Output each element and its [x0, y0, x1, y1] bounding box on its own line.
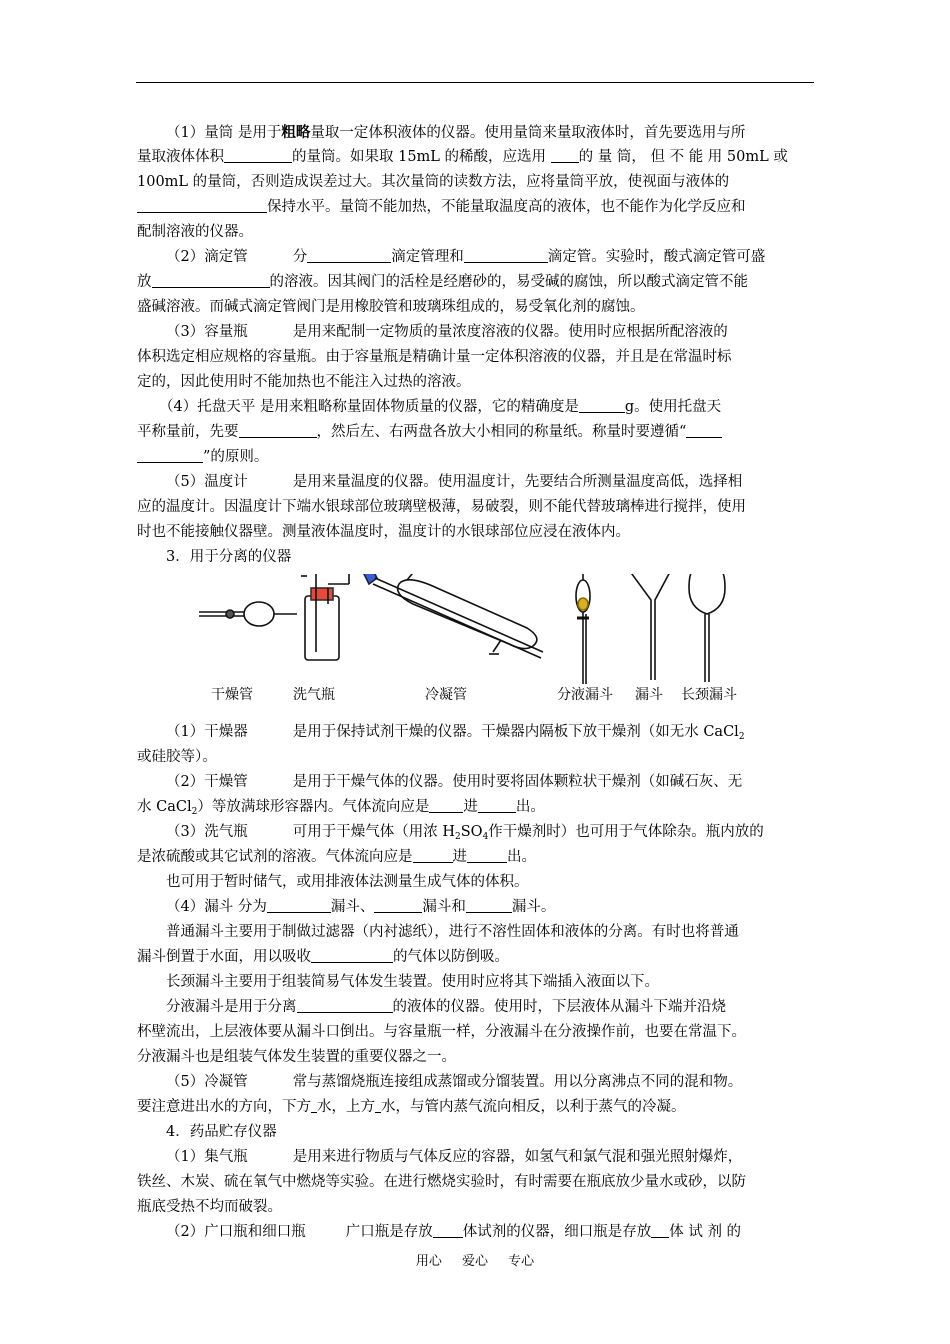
text: 进 [463, 799, 478, 815]
paragraph-line [137, 395, 814, 420]
text: 出。 [507, 849, 536, 865]
subscript: 2 [191, 807, 198, 817]
answer-blank[interactable] [433, 1222, 463, 1238]
text: 是浓硫酸或其它试剂的溶液。气体流向应是 [137, 849, 413, 865]
text: 的气体以防倒吸。 [393, 949, 509, 965]
text: 是用于保持试剂干燥的仪器。干燥器内隔板下放干燥剂（如无水 CaCl [292, 724, 739, 740]
answer-blank[interactable] [464, 247, 548, 263]
paragraph-line [137, 1045, 814, 1070]
text: 时也不能接触仪器壁。测量液体温度时，温度计的水银球部位应浸在液体内。 [137, 524, 630, 540]
answer-blank[interactable] [137, 197, 267, 213]
text: （4）托盘天平 是用来粗略称量固体物质量的仪器，它的精确度是 [159, 399, 579, 415]
text: 是用于干燥气体的仪器。使用时要将固体颗粒状干燥剂（如碱石灰、无 [292, 774, 743, 790]
paragraph-line [137, 945, 814, 970]
text: 保持水平。量筒不能加热，不能量取温度高的液体，也不能作为化学反应和 [267, 199, 746, 215]
text: 杯壁流出，上层液体要从漏斗口倒出。与容量瓶一样，分液漏斗在分液操作前，也要在常温下。 [137, 1024, 746, 1040]
text: 量取液体体积 [137, 149, 224, 165]
answer-blank[interactable] [239, 422, 317, 438]
paragraph-line [137, 995, 814, 1020]
footer-text: 专心 [508, 1254, 535, 1269]
text: 分液漏斗是用于分离 [166, 999, 297, 1015]
text: （3）洗气瓶 [166, 824, 248, 840]
paragraph-line [137, 170, 814, 195]
text: 的量筒。如果取 15mL 的稀酸，应选用 [292, 149, 551, 165]
text: （5）温度计 [166, 474, 248, 490]
text: 也可用于暂时储气，或用排液体法测量生成气体的体积。 [166, 874, 529, 890]
text: 瓶底受热不均而破裂。 [137, 1199, 282, 1215]
paragraph-line [137, 470, 814, 495]
answer-blank[interactable] [686, 422, 722, 438]
paragraph-line [137, 970, 814, 995]
paragraph-line [137, 1070, 814, 1095]
answer-blank[interactable] [267, 897, 331, 913]
text: 的 量 筒， 但 不 能 用 50mL 或 [578, 149, 788, 165]
document-body [137, 120, 814, 1245]
text: 漏斗和 [422, 899, 466, 915]
caption-long-neck-funnel: 长颈漏斗 [681, 687, 737, 703]
text: 应的温度计。因温度计下端水银球部位玻璃壁极薄，易破裂，则不能代替玻璃棒进行搅拌，使用 [137, 499, 746, 515]
paragraph-line [137, 770, 814, 795]
paragraph-line [137, 820, 814, 845]
text: （5）冷凝管 [166, 1074, 248, 1090]
paragraph-line [137, 1020, 814, 1045]
text: ）等放满球形容器内。气体流向应是 [197, 799, 430, 815]
text: 体积选定相应规格的容量瓶。由于容量瓶是精确计量一定体积溶液的仪器，并且是在常温时标 [137, 349, 732, 365]
text: ”的原则。 [203, 449, 269, 465]
drying-tube-icon [199, 602, 297, 626]
text: 普通漏斗主要用于制做过滤器（内衬滤纸），进行不溶性固体和液体的分离。有时也将普通 [166, 924, 739, 940]
text: 3．用于分离的仪器 [166, 549, 292, 565]
subscript: 2 [738, 732, 745, 742]
answer-blank[interactable] [137, 447, 203, 463]
answer-blank[interactable] [466, 897, 512, 913]
footer-text: 爱心 [461, 1254, 488, 1269]
paragraph-line [137, 745, 814, 770]
text: 是用来进行物质与气体反应的容器，如氢气和氯气混和强光照射爆炸， [292, 1149, 743, 1165]
paragraph-line [137, 445, 814, 470]
paragraph-line [137, 270, 814, 295]
text: （2）干燥管 [166, 774, 248, 790]
paragraph-line [137, 895, 814, 920]
paragraph-line [137, 720, 814, 745]
text: 4．药品贮存仪器 [166, 1124, 277, 1140]
text: 或硅胶等）。 [137, 749, 217, 765]
text: （2）滴定管 [166, 249, 248, 265]
paragraph-line [137, 195, 814, 220]
answer-blank[interactable] [374, 897, 422, 913]
paragraph-line [137, 370, 814, 395]
text: SO [460, 824, 483, 840]
section-heading [137, 545, 814, 570]
text: （1）集气瓶 [166, 1149, 248, 1165]
answer-blank[interactable] [467, 847, 507, 863]
text: 漏斗倒置于水面，用以吸收 [137, 949, 311, 965]
text: 水，与管内蒸气流向相反，以利于蒸气的冷凝。 [381, 1099, 686, 1115]
paragraph-line [137, 795, 814, 820]
gas-washing-bottle-icon [287, 574, 349, 660]
text: 配制溶液的仪器。 [137, 224, 253, 240]
paragraph-line [137, 920, 814, 945]
caption-funnel: 漏斗 [635, 687, 663, 703]
answer-blank[interactable] [551, 147, 579, 163]
answer-blank[interactable] [152, 272, 270, 288]
paragraph-line [137, 870, 814, 895]
separation-apparatus-figure [137, 574, 814, 714]
caption-separatory-funnel: 分液漏斗 [557, 687, 613, 703]
paragraph-line [137, 1195, 814, 1220]
bold-text: 粗略 [281, 124, 311, 141]
header-rule [136, 82, 814, 83]
paragraph-line [137, 520, 814, 545]
paragraph-line [137, 495, 814, 520]
answer-blank[interactable] [224, 147, 292, 163]
paragraph-line [137, 120, 814, 145]
answer-blank[interactable] [413, 847, 453, 863]
subscript: 4 [482, 832, 489, 842]
text: 平称量前，先要 [137, 424, 239, 440]
condenser-icon [363, 574, 543, 658]
caption-gas-washing-bottle: 洗气瓶 [293, 687, 335, 703]
text: 量取一定体积液体的仪器。使用量筒来量取液体时，首先要选用与所 [310, 125, 746, 141]
paragraph-line [137, 845, 814, 870]
text: 分 [292, 249, 308, 265]
paragraph-line [137, 1170, 814, 1195]
answer-blank[interactable] [311, 947, 393, 963]
text: 100mL 的量筒，否则造成误差过大。其次量筒的读数方法，应将量筒平放，使视面与液体的 [137, 174, 730, 190]
paragraph-line [137, 1220, 814, 1245]
text: 滴定管理和 [391, 249, 464, 265]
text: （1）量筒 是用于 [166, 125, 282, 141]
text: 长颈漏斗主要用于组装简易气体发生装置。使用时应将其下端插入液面以下。 [166, 974, 659, 990]
text: 滴定管。实验时，酸式滴定管可盛 [547, 249, 766, 265]
text: 作干燥剂时）也可用于气体除杂。瓶内放的 [488, 824, 764, 840]
separatory-funnel-icon [576, 574, 590, 684]
text: 是用来量温度的仪器。使用温度计，先要结合所测量温度高低，选择相 [292, 474, 743, 490]
answer-blank[interactable] [651, 1222, 669, 1238]
paragraph-line [137, 1095, 814, 1120]
text: 漏斗。 [511, 899, 556, 915]
text: （2）广口瓶和细口瓶 [166, 1224, 306, 1240]
subscript: 2 [455, 832, 461, 842]
text: ，然后左、右两盘各放大小相同的称量纸。称量时要遵循“ [316, 424, 687, 440]
text: g。使用托盘天 [624, 399, 722, 415]
answer-blank[interactable] [478, 797, 516, 813]
footer-text: 用心 [415, 1254, 442, 1269]
text: 分液漏斗也是组装气体发生装置的重要仪器之一。 [137, 1049, 456, 1065]
text: （4）漏斗 分为 [166, 899, 267, 915]
text: 的溶液。因其阀门的活栓是经磨砂的，易受碱的腐蚀，所以酸式滴定管不能 [269, 274, 748, 290]
text: 水，上方 [317, 1099, 375, 1115]
text: 体试剂的仪器，细口瓶是存放 [462, 1224, 652, 1240]
text: 广口瓶是存放 [345, 1224, 433, 1240]
text: 盛碱溶液。而碱式滴定管阀门是用橡胶管和玻璃珠组成的，易受氧化剂的腐蚀。 [137, 299, 645, 315]
paragraph-line [137, 220, 814, 245]
text: 可用于干燥气体（用浓 H [292, 824, 455, 840]
section-heading [137, 1120, 814, 1145]
text: 的液体的仪器。使用时，下层液体从漏斗下端并沿烧 [392, 999, 726, 1015]
text: 定的，因此使用时不能加热也不能注入过热的溶液。 [137, 374, 471, 390]
page-footer [0, 1250, 950, 1269]
text: 进 [452, 849, 467, 865]
answer-blank[interactable] [297, 997, 393, 1013]
paragraph-line [137, 295, 814, 320]
answer-blank[interactable] [579, 397, 625, 413]
answer-blank[interactable] [307, 247, 391, 263]
text: 铁丝、木炭、硫在氧气中燃烧等实验。在进行燃烧实验时，有时需要在瓶底放少量水或砂，以防 [137, 1174, 746, 1190]
text: 常与蒸馏烧瓶连接组成蒸馏或分馏装置。用以分离沸点不同的混和物。 [292, 1074, 743, 1090]
text: 出。 [515, 799, 545, 815]
caption-drying-tube: 干燥管 [211, 687, 253, 703]
text: 是用来配制一定物质的量浓度溶液的仪器。使用时应根据所配溶液的 [292, 324, 728, 340]
paragraph-line [137, 1145, 814, 1170]
text: 体 试 剂 的 [669, 1224, 742, 1240]
paragraph-line [137, 420, 814, 445]
paragraph-line [137, 320, 814, 345]
paragraph-line [137, 245, 814, 270]
caption-condenser: 冷凝管 [425, 687, 467, 703]
text: 要注意进出水的方向，下方 [137, 1099, 311, 1115]
paragraph-line [137, 345, 814, 370]
text: 水 CaCl [137, 799, 192, 815]
text: （1）干燥器 [166, 724, 248, 740]
text: （3）容量瓶 [166, 324, 248, 340]
answer-blank[interactable] [429, 797, 463, 813]
paragraph-line [137, 145, 814, 170]
text: 放 [137, 274, 152, 290]
text: 漏斗、 [330, 899, 375, 915]
